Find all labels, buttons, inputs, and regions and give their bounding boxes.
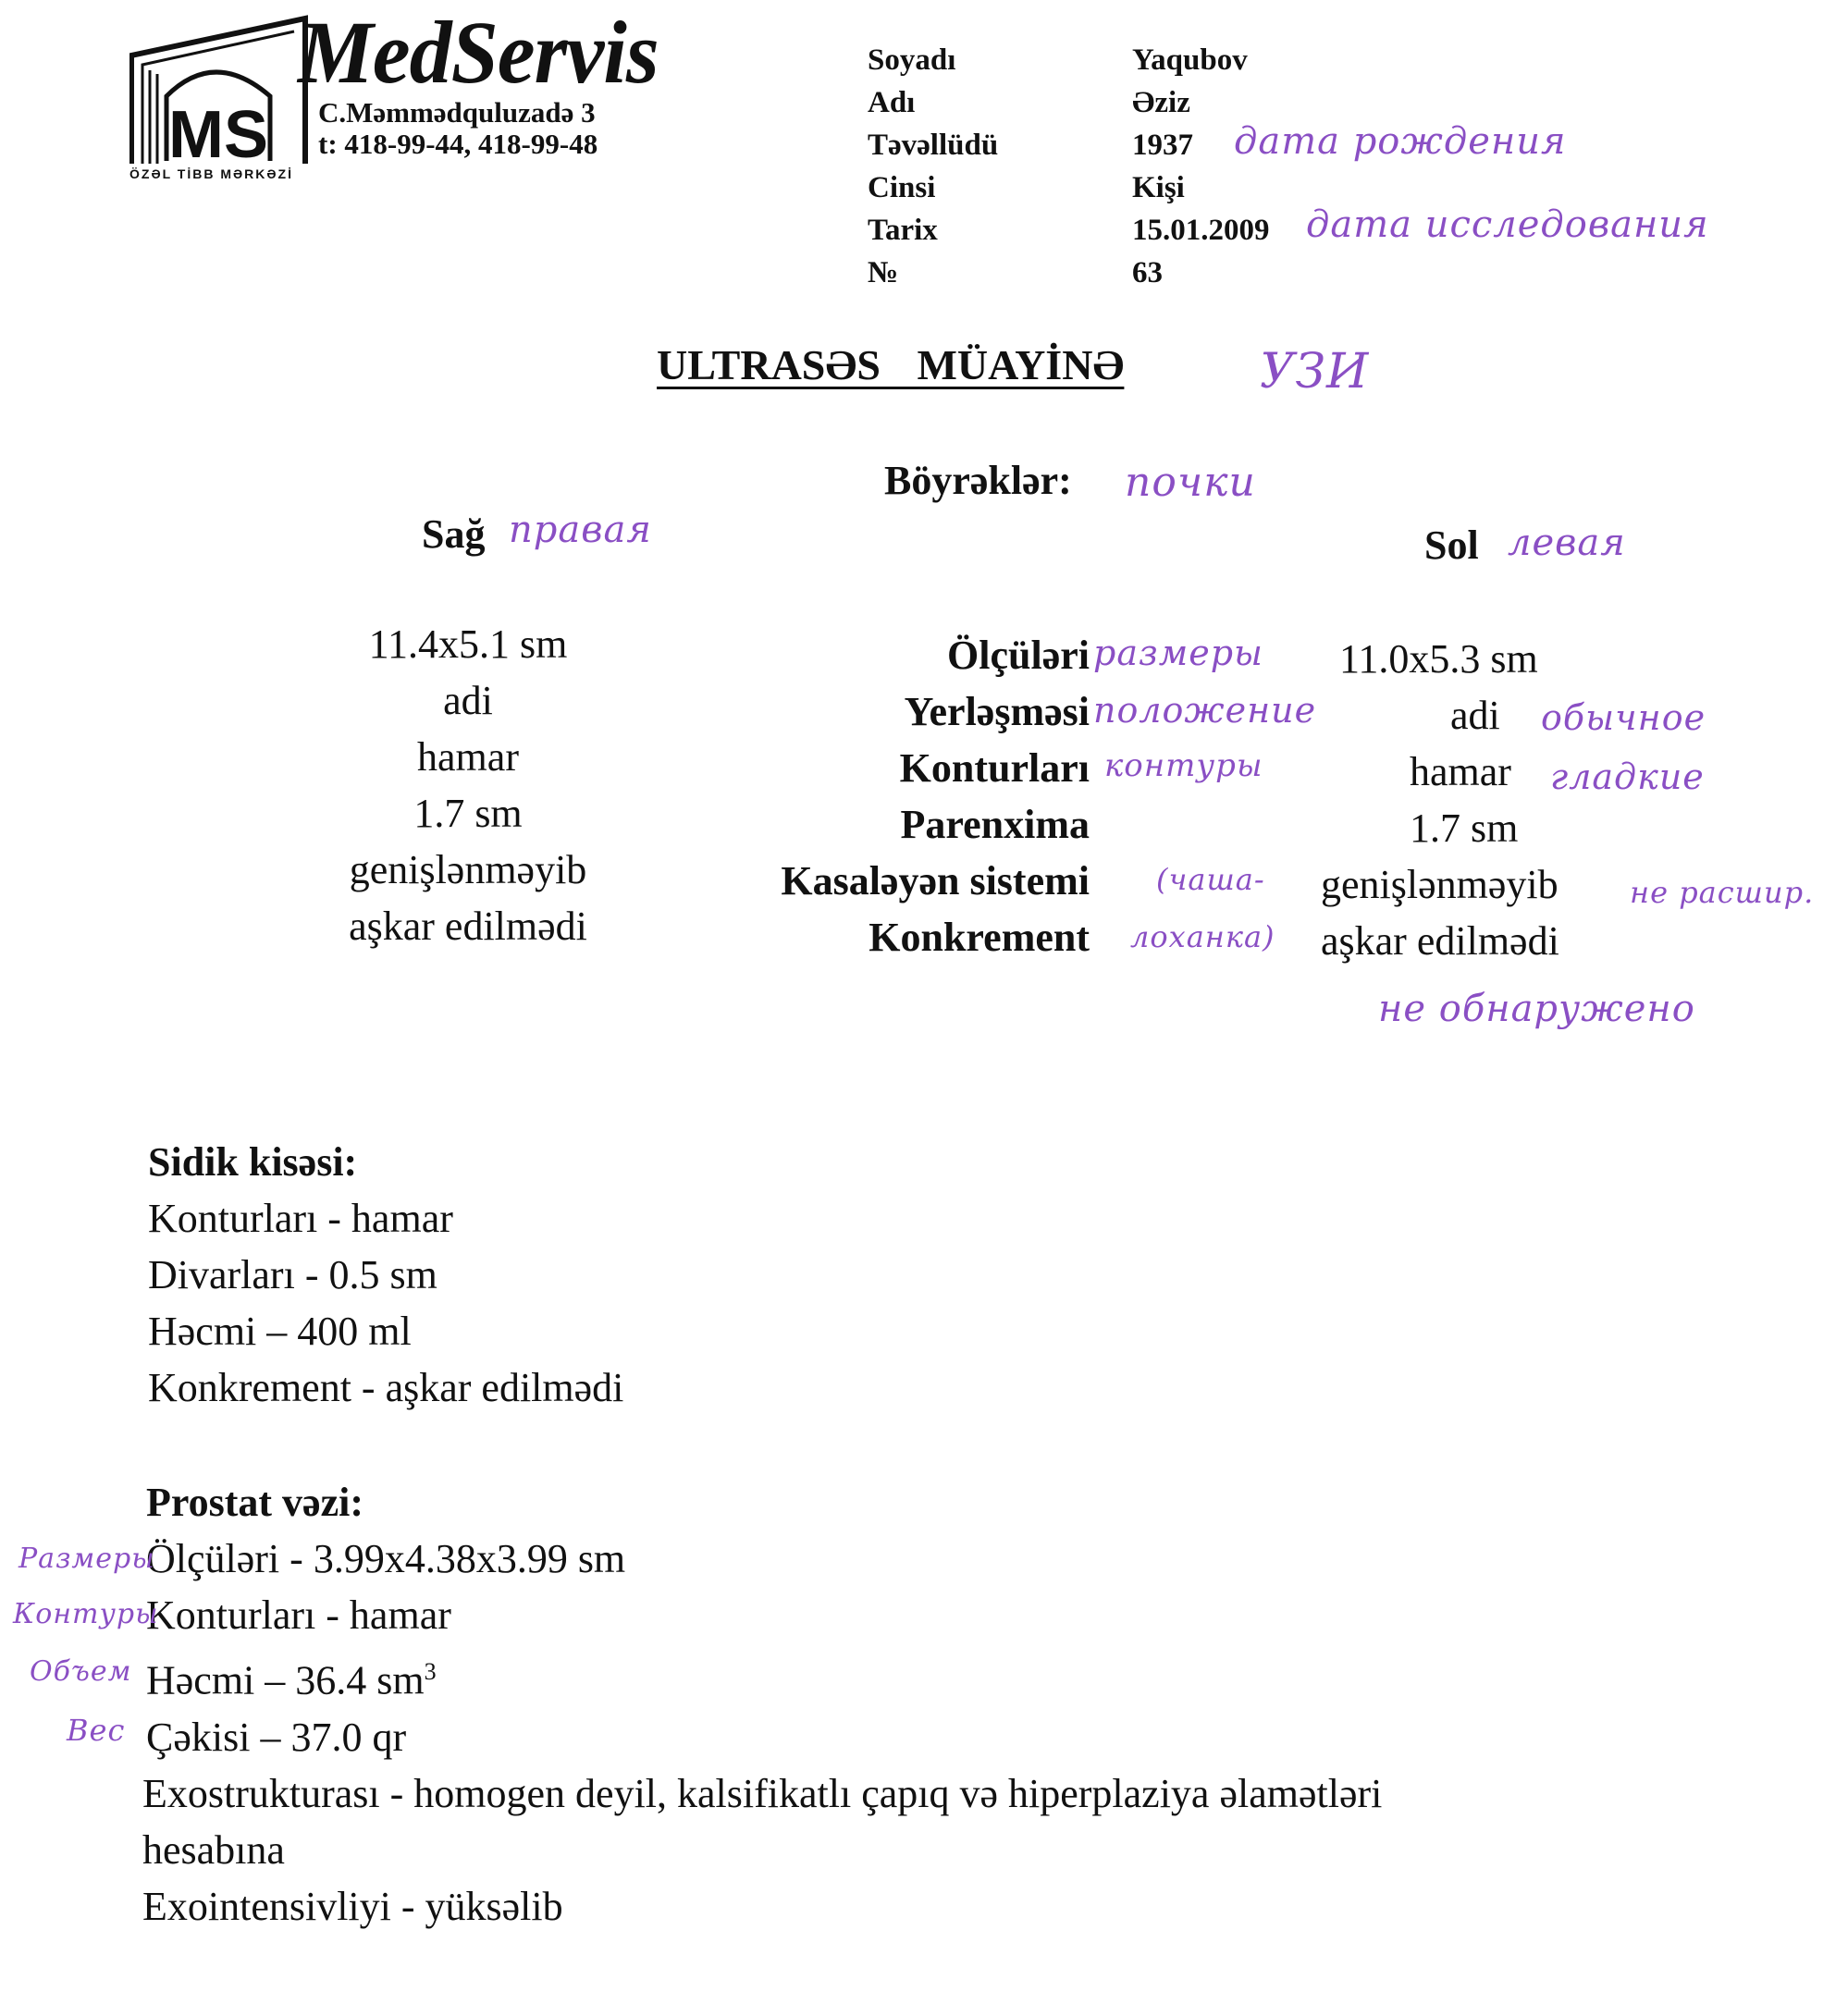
right-kidney-label: Sağ xyxy=(422,511,486,557)
left-position: adi xyxy=(1450,693,1500,738)
left-collecting-system: genişlənməyib xyxy=(1321,862,1558,907)
prostate-size-note: Размеры xyxy=(18,1543,155,1575)
bladder-contours: Konturları - hamar xyxy=(148,1196,453,1241)
param-size-note: размеры xyxy=(1093,633,1263,673)
prostate-contours: Konturları - hamar xyxy=(146,1592,451,1638)
clinic-logo xyxy=(129,11,314,173)
title-handwritten-note: УЗИ xyxy=(1260,344,1370,400)
name-label: Adı xyxy=(868,86,916,119)
prostate-weight: Çəkisi – 37.0 qr xyxy=(146,1714,407,1760)
left-contours: hamar xyxy=(1410,749,1511,794)
right-parenchyma: 1.7 sm xyxy=(413,791,523,836)
date-handwritten-note: дата исследования xyxy=(1306,203,1709,246)
prostate-echostructure-1: Exostrukturası - homogen deyil, kalsifikatlı çapıq və hiperplaziya əlamətləri xyxy=(142,1770,1383,1816)
prostate-volume-unit-sup: 3 xyxy=(424,1658,437,1685)
name-value: Əziz xyxy=(1132,86,1190,119)
bladder-section xyxy=(148,1134,623,1416)
logo-monogram: MS xyxy=(168,98,268,172)
surname-label: Soyadı xyxy=(868,43,956,77)
bladder-volume: Həcmi – 400 ml xyxy=(148,1309,412,1354)
right-kidney-values xyxy=(274,616,662,954)
sex-label: Cinsi xyxy=(868,171,936,204)
left-position-note: обычное xyxy=(1541,697,1706,738)
prostate-heading: Prostat vəzi: xyxy=(146,1480,363,1525)
left-concrement-note: не обнаружено xyxy=(1378,988,1695,1030)
prostate-contours-note: Контуры xyxy=(13,1598,159,1630)
right-kidney-handwritten-note: правая xyxy=(509,509,652,551)
kidney-parameters xyxy=(781,627,1090,965)
prostate-volume-row xyxy=(146,1643,1382,1709)
left-concrement: aşkar edilmədi xyxy=(1321,918,1559,964)
param-concrement-note: лоханка) xyxy=(1130,919,1275,954)
left-kidney-label: Sol xyxy=(1424,522,1479,568)
bladder-walls: Divarları - 0.5 sm xyxy=(148,1252,437,1297)
left-parenchyma: 1.7 sm xyxy=(1410,805,1519,851)
bladder-concrement: Konkrement - aşkar edilmədi xyxy=(148,1365,624,1410)
surname-value: Yaqubov xyxy=(1132,43,1248,77)
number-value: 63 xyxy=(1132,256,1163,289)
param-position-note: положение xyxy=(1093,690,1317,731)
date-label: Tarix xyxy=(868,214,938,247)
birth-label: Təvəllüdü xyxy=(868,129,999,162)
kidneys-handwritten-note: почки xyxy=(1125,459,1256,506)
logo-emblem-icon xyxy=(129,11,314,173)
right-contours: hamar xyxy=(417,734,519,780)
param-system-note: (чаша- xyxy=(1156,862,1265,897)
param-size: Ölçüləri xyxy=(947,633,1090,678)
clinic-address: C.Məmmədquluzadə 3 xyxy=(318,96,596,129)
prostate-echostructure-2: hesabına xyxy=(142,1826,285,1873)
sex-value: Kişi xyxy=(1132,171,1185,204)
brand-name: MedServis xyxy=(298,2,659,102)
date-value: 15.01.2009 xyxy=(1132,214,1270,247)
left-size: 11.0x5.3 sm xyxy=(1339,636,1538,682)
number-label: № xyxy=(868,256,899,289)
right-collecting-system: genişlənməyib xyxy=(349,847,587,892)
right-size: 11.4x5.1 sm xyxy=(368,621,568,667)
right-concrement: aşkar edilmədi xyxy=(349,904,587,949)
prostate-section xyxy=(142,1474,1383,1935)
param-collecting-system: Kasaləyən sistemi xyxy=(781,858,1090,904)
param-parenchyma: Parenxima xyxy=(900,802,1090,847)
left-kidney-values xyxy=(1321,631,1682,969)
clinic-phone: t: 418-99-44, 418-99-48 xyxy=(318,128,598,160)
clinic-tagline: ÖZƏL TİBB MƏRKƏZİ xyxy=(129,166,294,181)
left-contours-note: гладкие xyxy=(1550,756,1705,797)
birth-value: 1937 xyxy=(1132,129,1193,162)
param-contours: Konturları xyxy=(899,745,1090,791)
left-system-note: не расшир. xyxy=(1630,875,1815,910)
bladder-heading: Sidik kisəsi: xyxy=(148,1139,358,1185)
prostate-volume-note: Объем xyxy=(30,1655,132,1688)
prostate-size: Ölçüləri - 3.99x4.38x3.99 sm xyxy=(146,1536,626,1581)
param-contours-note: контуры xyxy=(1104,747,1263,784)
prostate-volume: Həcmi – 36.4 sm xyxy=(146,1657,425,1703)
kidneys-heading: Böyrəklər: xyxy=(884,458,1072,503)
param-position: Yerləşməsi xyxy=(904,689,1090,734)
right-position: adi xyxy=(443,678,493,723)
prostate-echointensity: Exointensivliyi - yüksəlib xyxy=(142,1883,563,1929)
birth-handwritten-note: дата рождения xyxy=(1234,120,1567,163)
report-title: ULTRASƏS MÜAYİNƏ xyxy=(657,341,1125,388)
left-kidney-handwritten-note: левая xyxy=(1508,522,1626,564)
param-concrement: Konkrement xyxy=(869,915,1090,960)
prostate-weight-note: Вес xyxy=(67,1713,126,1748)
